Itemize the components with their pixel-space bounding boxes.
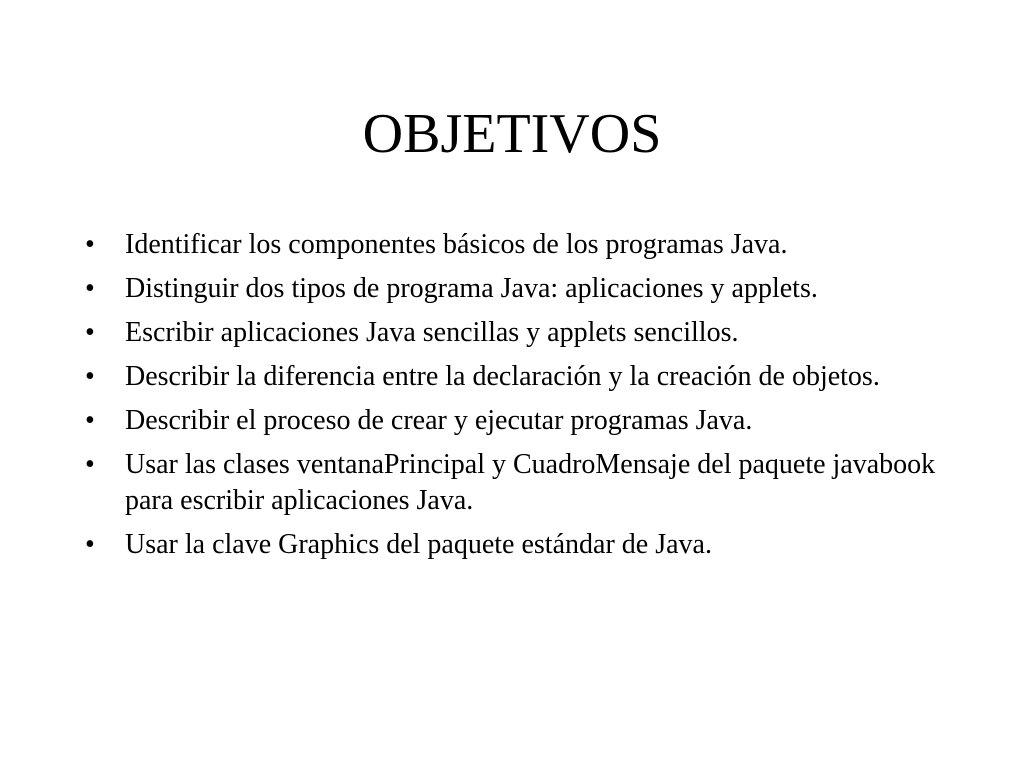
list-item [85,315,955,351]
objectives-list [85,227,955,571]
slide-title: OBJETIVOS [362,103,662,165]
list-item [85,403,955,439]
list-item-text: Usar las clases ventanaPrincipal y CuadroMensaje del paquete javabook para escribir aplicaciones Java. [125,449,936,516]
list-item [85,359,955,395]
bullet-icon: • [85,361,95,392]
bullet-icon: • [85,405,95,436]
list-item [85,447,955,519]
list-item-text: Distinguir dos tipos de programa Java: aplicaciones y applets. [125,273,818,304]
list-item-text: Describir el proceso de crear y ejecutar programas Java. [125,405,753,436]
bullet-icon: • [85,449,95,480]
list-item-text: Identificar los componentes básicos de los programas Java. [125,229,788,260]
list-item-text: Usar la clave Graphics del paquete estándar de Java. [125,529,712,560]
list-item-text: Escribir aplicaciones Java sencillas y applets sencillos. [125,317,739,348]
bullet-icon: • [85,317,95,348]
bullet-icon: • [85,229,95,260]
list-item [85,527,955,563]
bullet-icon: • [85,529,95,560]
list-item [85,271,955,307]
bullet-icon: • [85,273,95,304]
list-item-text: Describir la diferencia entre la declaración y la creación de objetos. [125,361,880,392]
list-item [85,227,955,263]
